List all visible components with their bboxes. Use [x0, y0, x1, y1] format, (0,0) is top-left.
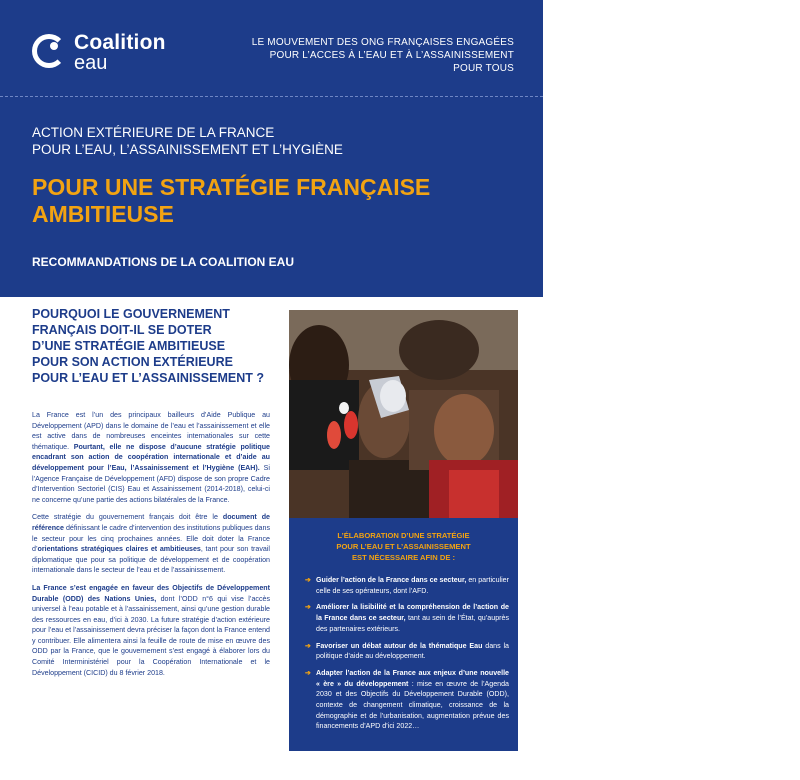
p2-bold: orientations stratégiques claires et ambitieuses — [37, 545, 201, 554]
title-line: POUR UNE STRATÉGIE FRANÇAISE — [32, 174, 431, 200]
p3-bold: La France s’est engagée en faveur des Objectifs de Développement Durable (ODD) des Nations Unies, — [32, 583, 270, 603]
p2-text: définissant le cadre d’intervention des institutions publiques dans le secteur pour les cinq prochaines années. Elle doit doter la France d’ — [32, 523, 270, 554]
list-item — [305, 602, 509, 634]
header-divider — [0, 96, 543, 97]
p2-text: Cette stratégie du gouvernement français doit être le — [32, 513, 223, 522]
logo-dot-icon — [50, 42, 58, 50]
photo-illustration — [289, 310, 518, 518]
arrow-icon: ➔ — [305, 576, 311, 584]
paragraph-3 — [32, 583, 270, 678]
box-title-line: EST NÉCESSAIRE AFIN DE : — [351, 553, 456, 562]
drop-circle-icon — [32, 34, 66, 68]
item-bold: Favoriser un débat autour de la thématique Eau — [316, 641, 483, 650]
p1-bold: Pourtant, elle ne dispose d’aucune stratégie politique encadrant son action de coopération internationale et d’aide au développement pour l’Eau, l’Assainissement et l’Hygiène (EAH). — [32, 442, 270, 472]
item-text: tant au sein de l’État, qu’auprès des partenaires extérieurs. — [316, 614, 509, 633]
item-text: dans la politique d’aide au développement. — [316, 641, 509, 661]
tagline-line: LE MOUVEMENT DES ONG FRANÇAISES ENGAGÉES — [251, 37, 514, 48]
logo-name: Coalition — [74, 31, 166, 54]
arrow-icon: ➔ — [305, 668, 311, 677]
item-text: en particulier celle de ses opérateurs, dont l’AFD. — [316, 576, 509, 595]
box-title-line: L’ÉLABORATION D’UNE STRATÉGIE — [337, 531, 470, 540]
item-bold: Guider l’action de la France dans ce secteur, — [316, 576, 467, 584]
tagline-line: POUR L’ACCES À L’EAU ET À L’ASSAINISSEMENT — [269, 50, 514, 61]
arrow-icon: ➔ — [305, 603, 311, 612]
p2-text: , tant pour son travail diplomatique que pour sa politique de développement et de coopération internationale dans le secteur de l’eau et de l’assainissement. — [32, 545, 270, 575]
arrow-icon: ➔ — [305, 641, 311, 650]
paragraph-1 — [32, 410, 270, 505]
question-line: POUR SON ACTION EXTÉRIEURE — [32, 355, 233, 369]
list-item — [305, 575, 509, 596]
item-text: : mise en œuvre de l’Agenda 2030 et des Objectifs du Développement Durable (ODD), contexte de changement climatique, croissance de la démographie et de l’urbanisation, augmentation prévue des financements d’APD d’ici 2022… — [316, 679, 509, 731]
section-question — [32, 306, 282, 386]
bullet-list — [305, 575, 509, 738]
photo-credit: © Secours Islamique France — [794, 716, 800, 780]
kicker-line: ACTION EXTÉRIEURE DE LA FRANCE — [32, 125, 275, 140]
recommendation-box — [289, 518, 518, 751]
question-line: FRANÇAIS DOIT-IL SE DOTER — [32, 323, 212, 337]
paragraph-2 — [32, 512, 270, 576]
logo-sub: eau — [74, 52, 108, 74]
kicker-line: POUR L’EAU, L’ASSAINISSEMENT ET L’HYGIÈNE — [32, 142, 343, 157]
item-bold: Adapter l’action de la France aux enjeux d’une nouvelle « ère » du développement — [316, 668, 509, 688]
kicker — [32, 124, 512, 158]
subtitle: RECOMMANDATIONS DE LA COALITION EAU — [32, 255, 294, 269]
tagline — [214, 36, 514, 75]
p1-text: La France est l’un des principaux bailleurs d’Aide Publique au Développement (APD) dans le domaine de l’eau et l’assainissement et elle est active dans de nombreuses enceintes internationales sur cette thématique. — [32, 411, 270, 451]
p3-text: dont l’ODD n°6 qui vise l’accès universel à l’eau potable et à l’assainissement, ainsi qu’une gestion durable des ressources en eau, d’ici à 2030. La future stratégie d’action extérieure pour l’eau et l’assainissement devra préciser la façon dont la France entend y contribuer. Elle alimentera ainsi la feuille de route de mise en œuvre des ODD par la France, que le gouvernement s’est engagé à élaborer lors du Comité Interministériel pour la Coopération Internationale et le Développement (CICID) du 8 février 2018. — [32, 594, 270, 677]
body-text — [32, 410, 270, 685]
list-item — [305, 641, 509, 662]
box-title-line: POUR L’EAU ET L’ASSAINISSEMENT — [336, 542, 471, 551]
item-bold: Améliorer la lisibilité et la compréhension de l’action de la France dans ce secteur, — [316, 603, 509, 623]
main-title — [32, 174, 512, 228]
box-title — [309, 530, 498, 563]
tagline-line: POUR TOUS — [453, 63, 514, 74]
p2-bold: document de référence — [32, 513, 270, 532]
header-banner — [0, 0, 543, 297]
title-line: AMBITIEUSE — [32, 201, 174, 227]
coalition-eau-logo — [32, 32, 182, 76]
p1-text: Si l’Agence Française de Développement (AFD) dispose de son propre Cadre d’Intervention Sectoriel (CIS) Eau et Assainissement (2014-2018), celui-ci ne concerne qu’une partie des actions bilatérales de la France. — [32, 463, 270, 504]
list-item — [305, 668, 509, 732]
question-line: POURQUOI LE GOUVERNEMENT — [32, 307, 230, 321]
question-line: POUR L’EAU ET L’ASSAINISSEMENT ? — [32, 371, 264, 385]
question-line: D’UNE STRATÉGIE AMBITIEUSE — [32, 339, 226, 353]
